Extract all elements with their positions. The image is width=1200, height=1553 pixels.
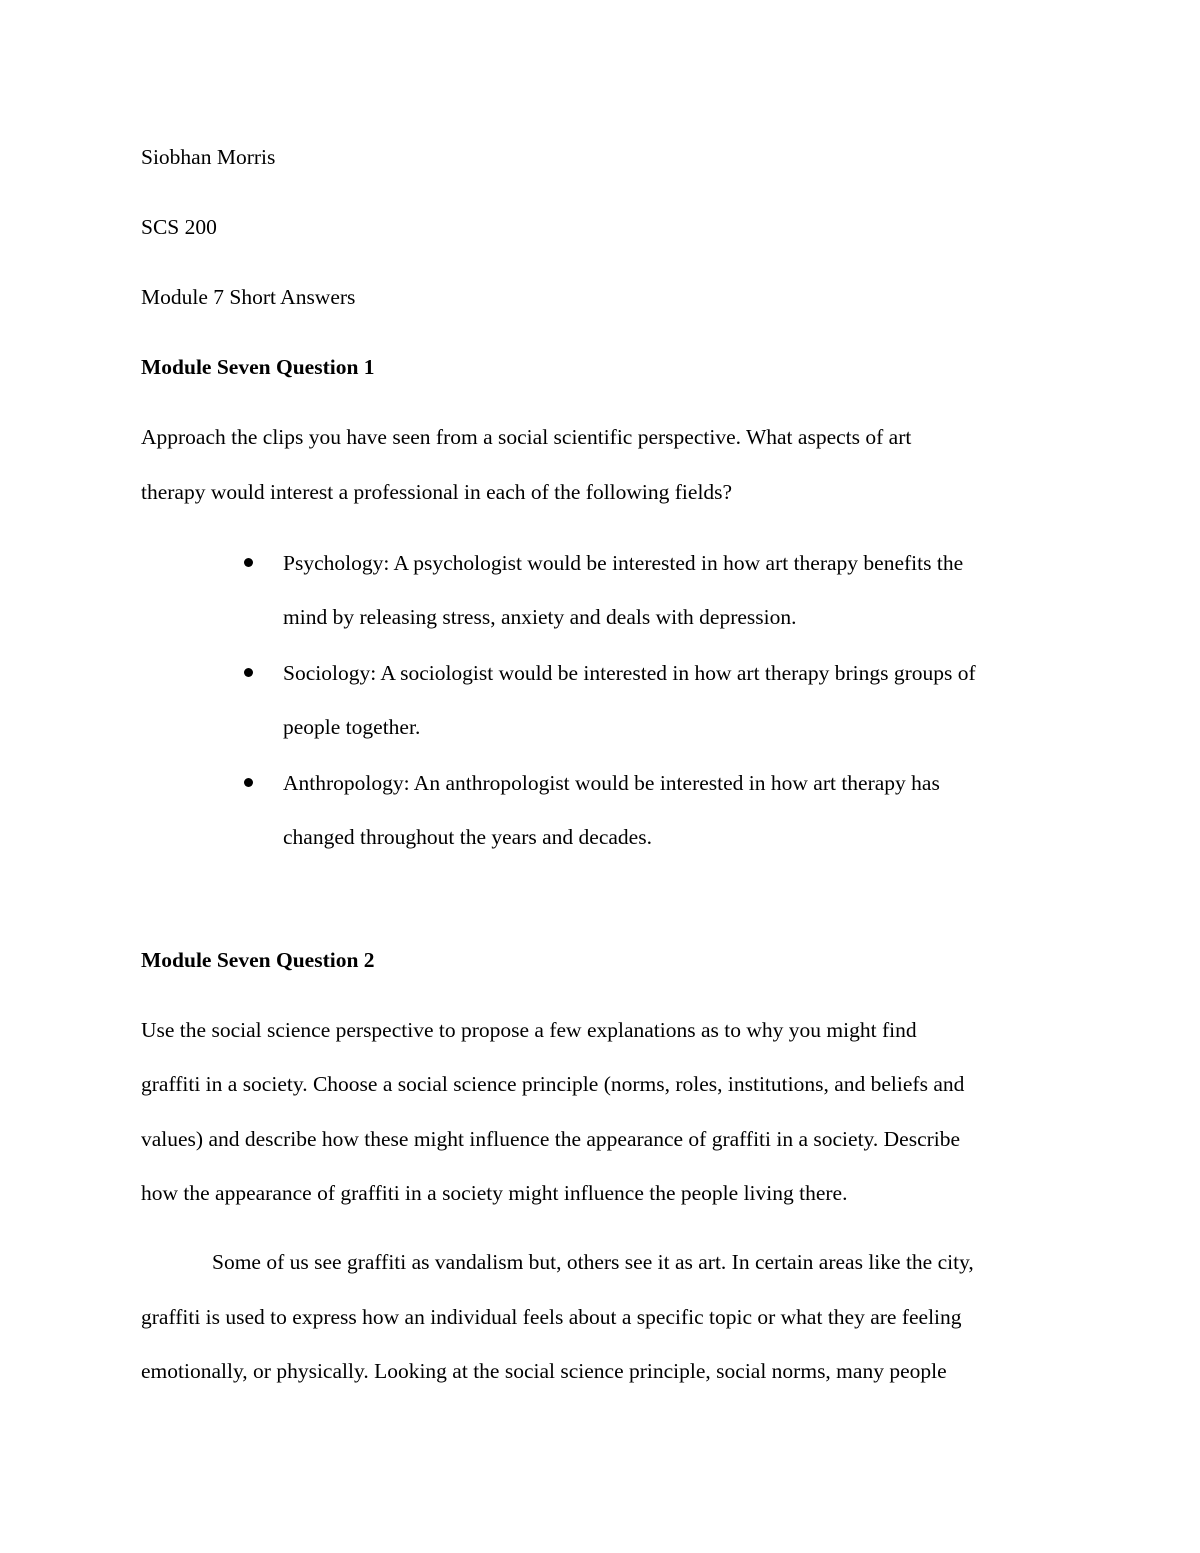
answer-paragraph-line: graffiti is used to express how an individual feels about a specific topic or what they are feeling — [141, 1305, 962, 1329]
question-1-prompt-line: therapy would interest a professional in each of the following fields? — [141, 480, 733, 504]
bullet-sociology-line: Sociology: A sociologist would be interested in how art therapy brings groups of — [283, 661, 976, 685]
bullet-icon — [244, 668, 253, 677]
answer-paragraph-line: Some of us see graffiti as vandalism but, others see it as art. In certain areas like the city, — [212, 1250, 974, 1274]
answer-paragraph-line: emotionally, or physically. Looking at the social science principle, social norms, many people — [141, 1359, 947, 1383]
assignment-title: Module 7 Short Answers — [141, 285, 356, 309]
author-name: Siobhan Morris — [141, 145, 276, 169]
bullet-sociology-line: people together. — [283, 715, 421, 739]
course-code: SCS 200 — [141, 215, 217, 239]
question-2-prompt-line: graffiti in a society. Choose a social science principle (norms, roles, institutions, and beliefs and — [141, 1072, 965, 1096]
question-2-prompt-line: Use the social science perspective to propose a few explanations as to why you might find — [141, 1018, 917, 1042]
bullet-anthropology-line: changed throughout the years and decades. — [283, 825, 652, 849]
bullet-anthropology-line: Anthropology: An anthropologist would be interested in how art therapy has — [283, 771, 940, 795]
bullet-icon — [244, 778, 253, 787]
bullet-psychology-line: Psychology: A psychologist would be interested in how art therapy benefits the — [283, 551, 964, 575]
bullet-icon — [244, 558, 253, 567]
question-2-prompt-line: values) and describe how these might influence the appearance of graffiti in a society. Describe — [141, 1127, 961, 1151]
bullet-psychology-line: mind by releasing stress, anxiety and deals with depression. — [283, 605, 797, 629]
question-1-heading: Module Seven Question 1 — [141, 355, 375, 379]
question-2-heading: Module Seven Question 2 — [141, 948, 375, 972]
question-2-prompt-line: how the appearance of graffiti in a society might influence the people living there. — [141, 1181, 848, 1205]
question-1-prompt-line: Approach the clips you have seen from a social scientific perspective. What aspects of art — [141, 425, 912, 449]
